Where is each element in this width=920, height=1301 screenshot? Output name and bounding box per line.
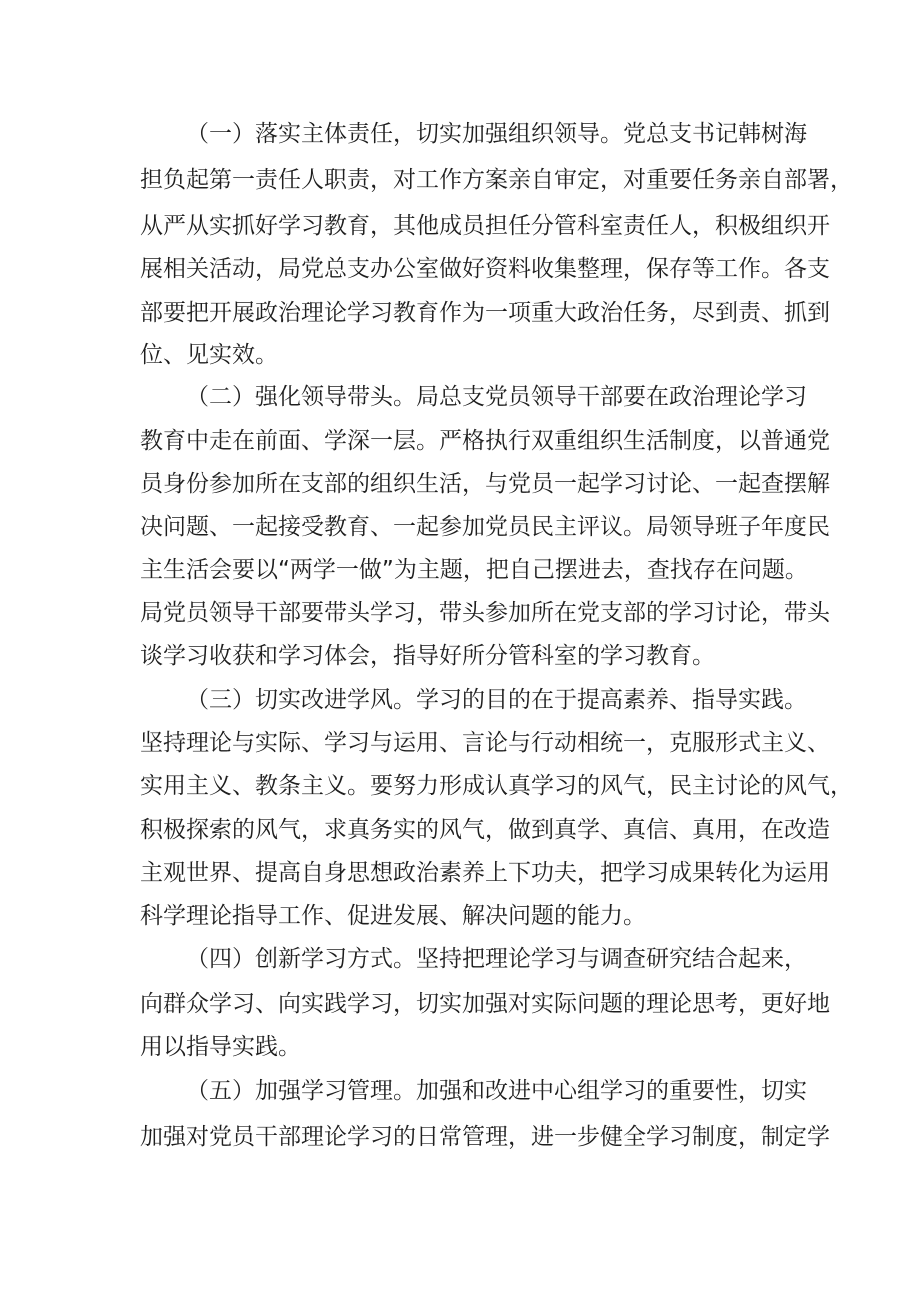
- text-line: 实用主义、教条主义。要努力形成认真学习的风气，民主讨论的风气，: [140, 773, 853, 799]
- text-line: （四）创新学习方式。坚持把理论学习与调查研究结合起来，: [186, 946, 807, 972]
- text-line: 担负起第一责任人职责，对工作方案亲自审定，对重要任务亲自部署，: [140, 167, 853, 193]
- text-line: 部要把开展政治理论学习教育作为一项重大政治任务，尽到责、抓到: [140, 300, 830, 326]
- text-line: 加强对党员干部理论学习的日常管理，进一步健全学习制度，制定学: [140, 1124, 830, 1150]
- text-line: （五）加强学习管理。加强和改进中心组学习的重要性，切实: [186, 1078, 807, 1104]
- text-line: （三）切实改进学风。学习的目的在于提高素养、指导实践。: [186, 687, 807, 713]
- text-line: 教育中走在前面、学深一层。严格执行双重组织生活制度，以普通党: [140, 428, 830, 454]
- text-line: 决问题、一起接受教育、一起参加党员民主评议。局领导班子年度民: [140, 514, 830, 540]
- text-line: （一）落实主体责任，切实加强组织领导。党总支书记韩树海: [186, 121, 807, 147]
- text-line: 科学理论指导工作、促进发展、解决问题的能力。: [140, 903, 646, 929]
- text-line: 员身份参加所在支部的组织生活，与党员一起学习讨论、一起查摆解: [140, 471, 830, 497]
- text-line: 位、见实效。: [140, 342, 278, 368]
- text-line: 用以指导实践。: [140, 1034, 301, 1060]
- text-line: 主观世界、提高自身思想政治素养上下功夫，把学习成果转化为运用: [140, 860, 830, 886]
- text-line: 谈学习收获和学习体会，指导好所分管科室的学习教育。: [140, 643, 715, 669]
- text-line: 向群众学习、向实践学习，切实加强对实际问题的理论思考，更好地: [140, 991, 830, 1017]
- text-line: 积极探索的风气，求真务实的风气，做到真学、真信、真用，在改造: [140, 817, 830, 843]
- text-line: 展相关活动，局党总支办公室做好资料收集整理，保存等工作。各支: [140, 256, 830, 282]
- text-line: 局党员领导干部要带头学习，带头参加所在党支部的学习讨论，带头: [140, 600, 830, 626]
- text-line: （二）强化领导带头。局总支党员领导干部要在政治理论学习: [186, 384, 807, 410]
- text-line: 坚持理论与实际、学习与运用、言论与行动相统一，克服形式主义、: [140, 730, 830, 756]
- text-line: 主生活会要以“两学一做”为主题，把自己摆进去，查找存在问题。: [140, 557, 808, 583]
- text-line: 从严从实抓好学习教育，其他成员担任分管科室责任人，积极组织开: [140, 213, 830, 239]
